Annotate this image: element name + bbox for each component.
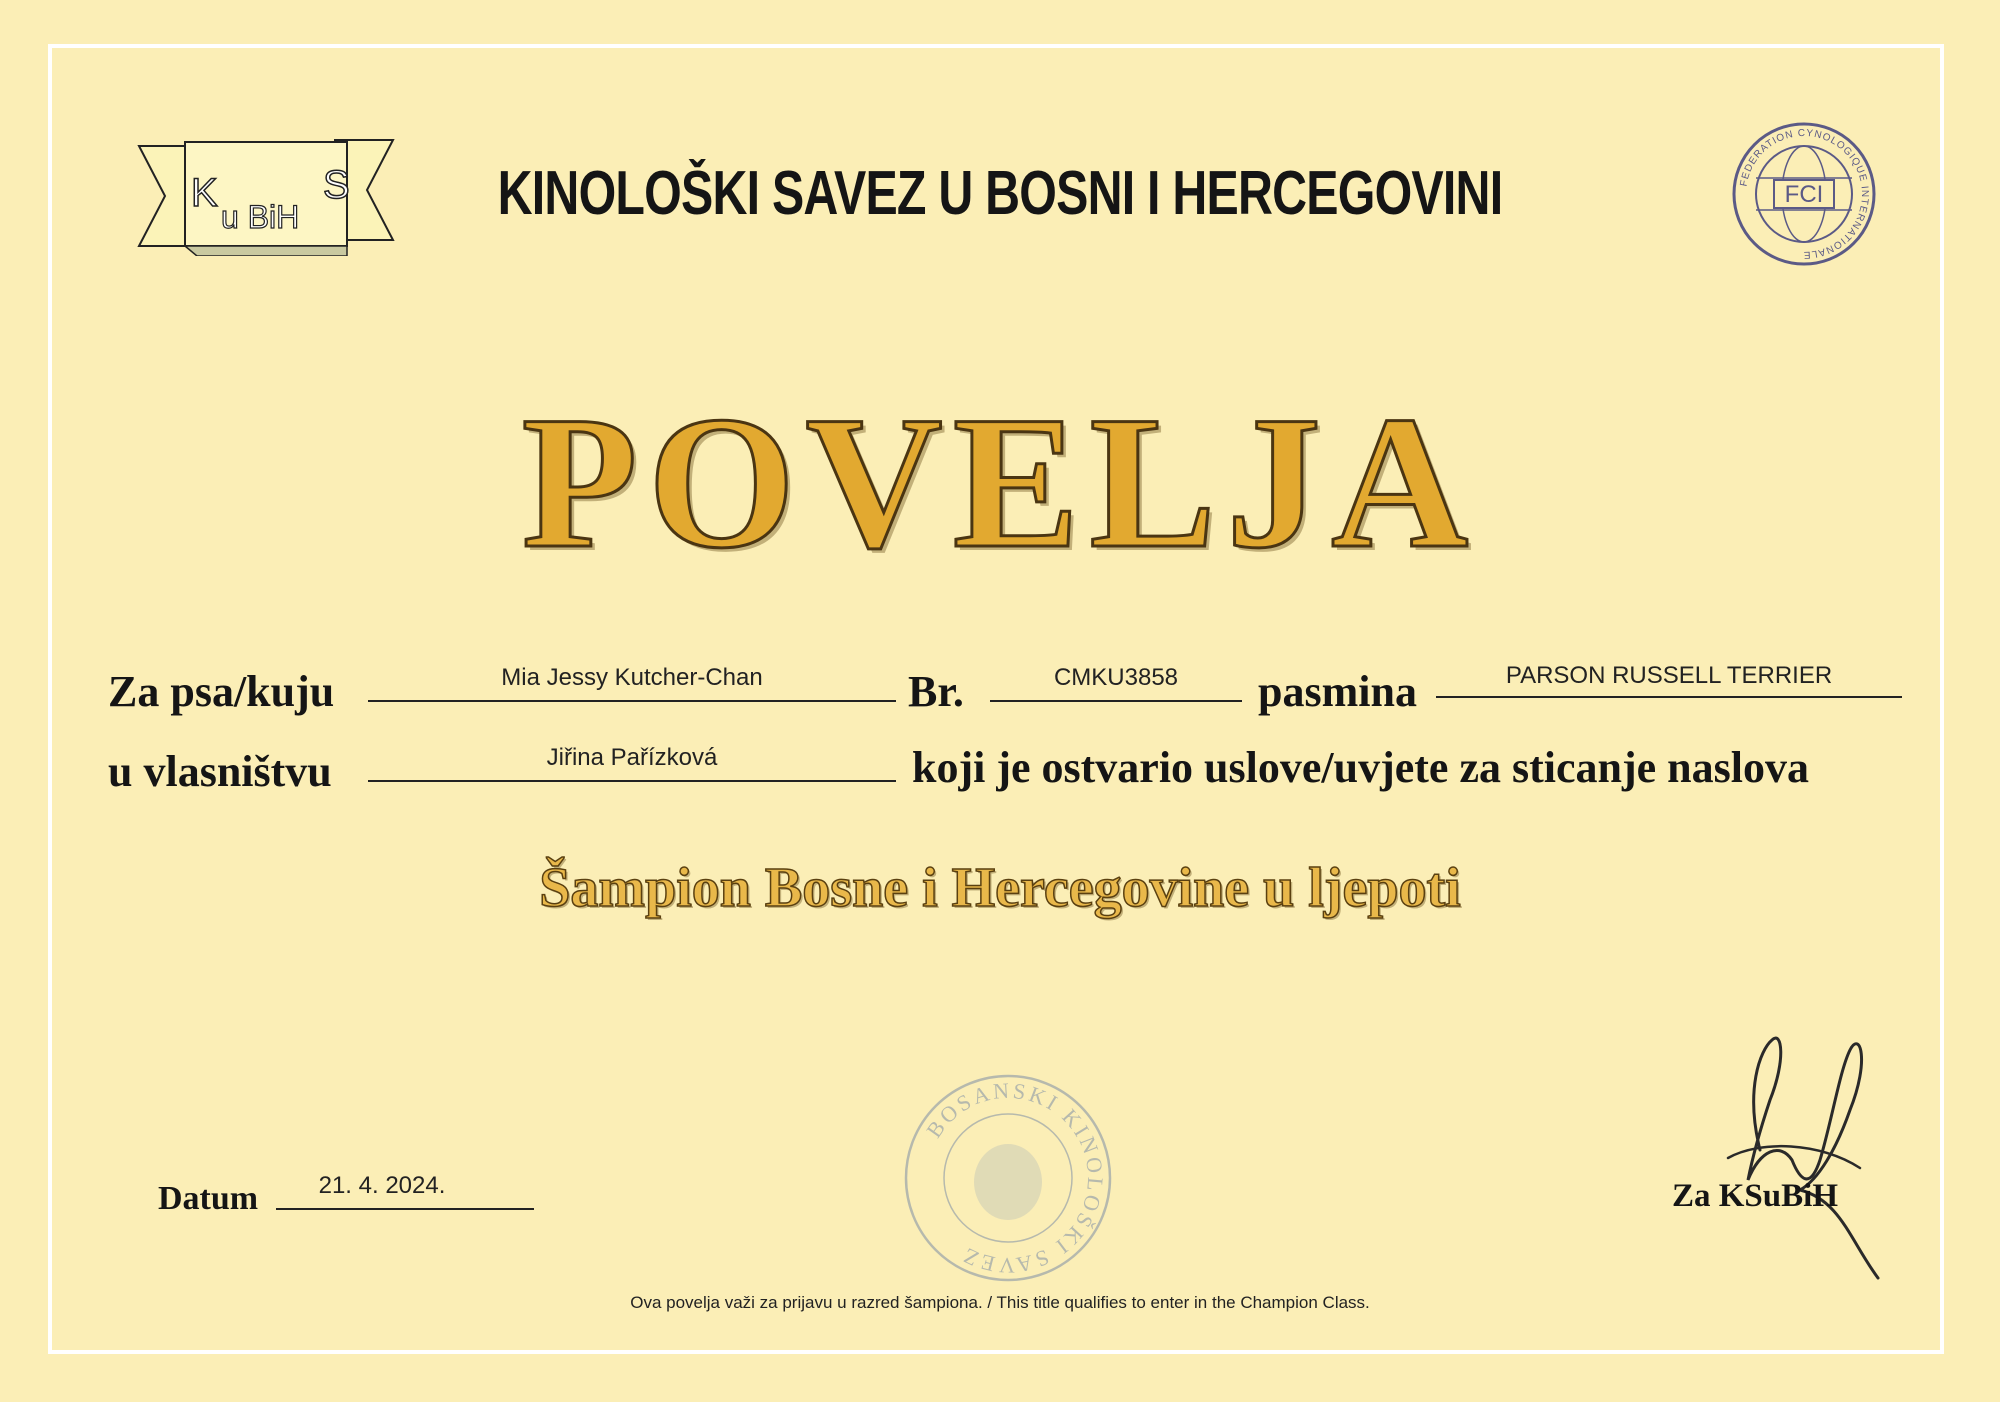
dog-line — [368, 700, 896, 702]
footnote: Ova povelja važi za prijavu u razred šampiona. / This title qualifies to enter in the Champion Class. — [630, 1293, 1370, 1312]
owner-label: u vlasništvu — [108, 747, 332, 796]
condition-text: koji je ostvario uslove/uvjete za sticanje naslova — [912, 743, 1809, 792]
association-stamp — [902, 1072, 1114, 1284]
logo-text-ubih: u BiH — [221, 199, 300, 235]
stamp-text: BOSANSKI KINOLOŠKI SAVEZ — [921, 1077, 1109, 1279]
fci-ring-text: FEDERATION CYNOLOGIQUE INTERNATIONALE — [1738, 127, 1871, 261]
dog-value: Mia Jessy Kutcher-Chan — [501, 664, 763, 691]
organization-title: KINOLOŠKI SAVEZ U BOSNI I HERCEGOVINI — [497, 159, 1503, 228]
logo-letter-s: S — [323, 163, 350, 207]
title-awarded: Šampion Bosne i Hercegovine u ljepoti — [539, 857, 1461, 919]
certificate-title: POVELJA — [521, 378, 1479, 588]
breed-value: PARSON RUSSELL TERRIER — [1505, 662, 1833, 689]
dog-label: Za psa/kuju — [108, 667, 335, 716]
owner-line — [368, 780, 896, 782]
owner-value: Jiřina Pařízková — [546, 744, 718, 771]
number-value: CMKU3858 — [1053, 664, 1179, 691]
handwritten-signature — [1700, 1030, 1890, 1280]
logo-letter-k: K — [191, 171, 218, 215]
number-line — [990, 700, 1242, 702]
number-label: Br. — [908, 667, 964, 716]
date-line — [276, 1208, 534, 1210]
breed-label: pasmina — [1258, 667, 1417, 716]
signature-label: Za KSuBiH — [1672, 1178, 1838, 1214]
breed-line — [1436, 696, 1902, 698]
date-value: 21. 4. 2024. — [318, 1172, 446, 1199]
fci-logo — [1730, 120, 1878, 268]
fci-logo-text: FCI — [1784, 181, 1824, 208]
date-label: Datum — [158, 1180, 259, 1217]
